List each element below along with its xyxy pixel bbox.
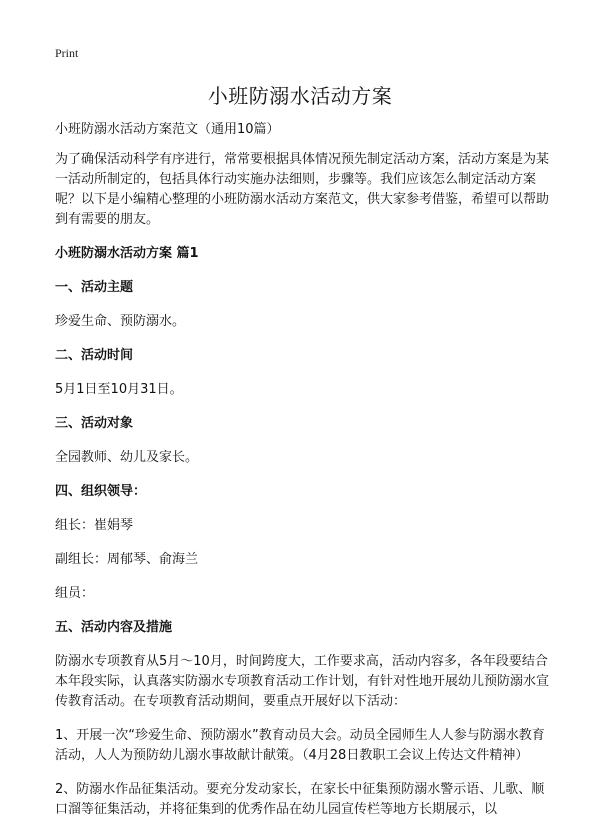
- section-heading-time: 二、活动时间: [55, 348, 134, 363]
- members-line: 组员：: [55, 586, 95, 601]
- section-text-theme: 珍爱生命、预防溺水。: [55, 314, 186, 329]
- vice-leader-line: 副组长：周郁琴、俞海兰: [55, 552, 199, 567]
- measure-item-2: 2、防溺水作品征集活动。要充分发动家长，在家长中征集预防溺水警示语、儿歌、顺口溜等征集活动，并将征集到的优秀作品在幼儿园宣传栏等地方长期展示，以: [55, 782, 545, 817]
- section-heading-theme: 一、活动主题: [55, 280, 134, 295]
- document-subtitle: 小班防溺水活动方案范文（通用10篇）: [55, 122, 280, 137]
- chapter-title: 小班防溺水活动方案 篇1: [55, 246, 199, 261]
- section-heading-audience: 三、活动对象: [55, 416, 134, 431]
- section-text-time: 5月1日至10月31日。: [55, 382, 183, 397]
- section-heading-measures: 五、活动内容及措施: [55, 620, 173, 635]
- document-title: 小班防溺水活动方案: [207, 84, 393, 108]
- section-heading-leadership: 四、组织领导：: [55, 484, 147, 499]
- document-body: [55, 120, 552, 834]
- measure-item-1: 1、开展一次“珍爱生命、预防溺水”教育动员大会。动员全园师生人人参与防溺水教育活动，人人为预防幼儿溺水事故献计献策。（4月28日教职工会议上传达文件精神）: [55, 728, 545, 763]
- intro-paragraph: 为了确保活动科学有序进行，常常要根据具体情况预先制定活动方案，活动方案是为某一活动所制定的，包括具体行动实施办法细则，步骤等。我们应该怎么制定活动方案呢？以下是小编精心整理的小班防溺水活动方案范文，供大家参考借鉴，希望可以帮助到有需要的朋友。: [55, 152, 550, 227]
- leader-line: 组长：崔娟琴: [55, 518, 134, 533]
- section-text-measures: 防溺水专项教育从5月～10月，时间跨度大，工作要求高，活动内容多，各年段要结合本年段实际，认真落实防溺水专项教育活动工作计划，有针对性地开展幼儿预防溺水宣传教育活动。在专项教育活动期间，要重点开展好以下活动：: [55, 654, 550, 709]
- section-text-audience: 全园教师、幼儿及家长。: [55, 450, 199, 465]
- print-label: Print: [55, 46, 79, 60]
